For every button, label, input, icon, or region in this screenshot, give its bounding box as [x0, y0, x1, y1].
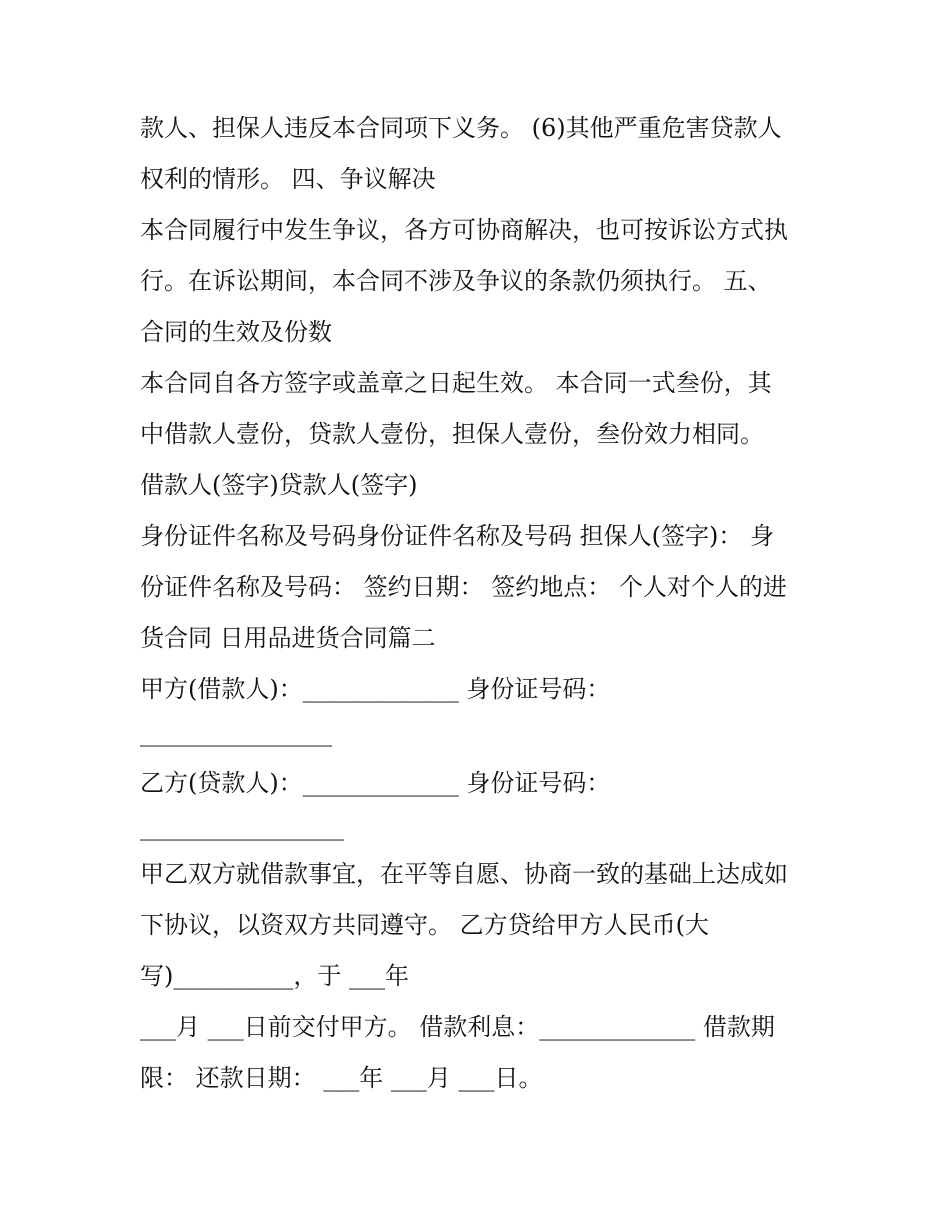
text-line: 限： 还款日期： ___年 ___月 ___日。	[140, 1064, 543, 1092]
text-line: 份证件名称及号码： 签约日期： 签约地点： 个人对个人的进	[140, 573, 787, 601]
text-line: 乙方(贷款人)：_____________ 身份证号码：	[140, 769, 611, 797]
text-line: 借款人(签字)贷款人(签字)	[140, 471, 418, 499]
text-line: 货合同 日用品进货合同篇二	[140, 624, 436, 652]
text-line: _________________	[140, 813, 344, 841]
text-line: 写)__________，于 ___年	[140, 962, 409, 990]
text-line: 甲乙双方就借款事宜，在平等自愿、协商一致的基础上达成如	[140, 860, 788, 888]
text-line: 款人、担保人违反本合同项下义务。 (6)其他严重危害贷款人	[140, 114, 782, 142]
text-line: ___月 ___日前交付甲方。 借款利息：_____________ 借款期	[140, 1013, 775, 1041]
text-line: 甲方(借款人)：_____________ 身份证号码：	[140, 675, 611, 703]
text-line: 下协议，以资双方共同遵守。 乙方贷给甲方人民币(大	[140, 911, 709, 939]
text-line: 本合同自各方签字或盖章之日起生效。 本合同一式叁份，其	[140, 369, 772, 397]
text-line: 身份证件名称及号码身份证件名称及号码 担保人(签字)： 身	[140, 522, 774, 550]
text-line: 权利的情形。 四、争议解决	[140, 165, 436, 193]
text-line: 中借款人壹份，贷款人壹份，担保人壹份，叁份效力相同。	[140, 420, 764, 448]
text-line: 本合同履行中发生争议，各方可协商解决，也可按诉讼方式执	[140, 216, 788, 244]
text-line: ________________	[140, 719, 332, 747]
text-line: 行。在诉讼期间，本合同不涉及争议的条款仍须执行。 五、	[140, 267, 772, 295]
text-line: 合同的生效及份数	[140, 318, 332, 346]
